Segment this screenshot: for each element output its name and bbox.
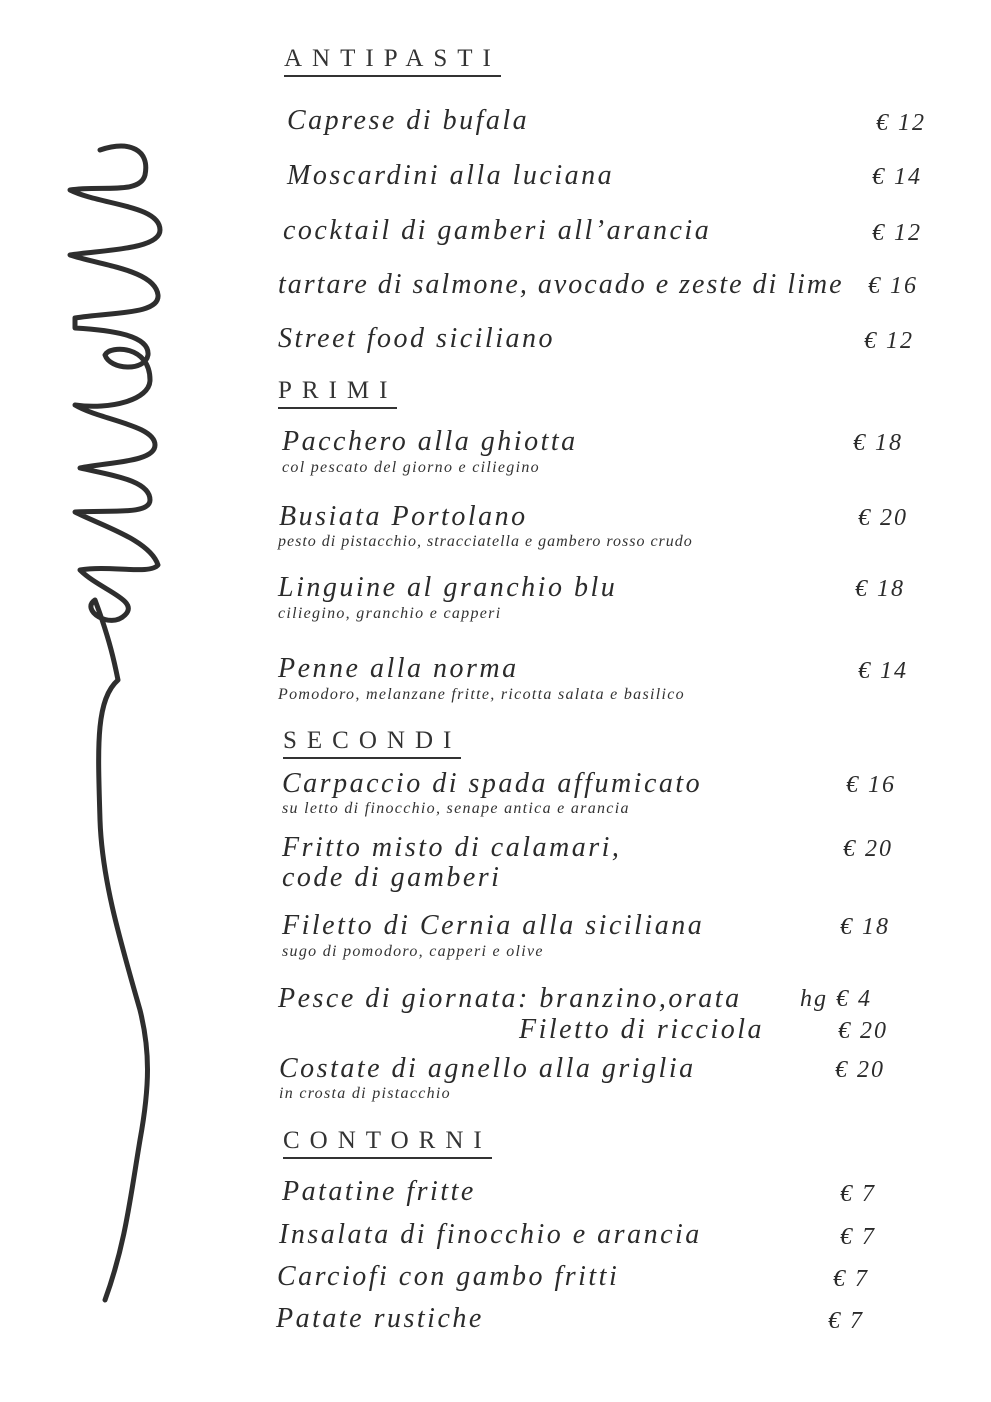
item-description: Pomodoro, melanzane fritte, ricotta salata e basilico: [278, 686, 685, 703]
item-price: € 20: [835, 1057, 885, 1083]
item-name: Street food siciliano: [278, 323, 555, 354]
item-price: € 18: [853, 430, 903, 456]
item-price: € 7: [833, 1266, 869, 1292]
section-title-primi: PRIMI: [278, 377, 397, 409]
item-price: € 14: [872, 164, 922, 190]
item-price: € 12: [872, 220, 922, 246]
item-price: € 16: [846, 772, 896, 798]
item-price: € 16: [868, 273, 918, 299]
section-title-contorni: CONTORNI: [283, 1127, 492, 1159]
item-sub-name: Filetto di ricciola: [519, 1014, 765, 1045]
item-price: € 12: [876, 110, 926, 136]
item-price: € 18: [855, 576, 905, 602]
item-price: € 18: [840, 914, 890, 940]
item-name: Filetto di Cernia alla siciliana: [282, 910, 705, 941]
item-name: Caprese di bufala: [287, 105, 530, 136]
item-description: in crosta di pistacchio: [279, 1085, 451, 1102]
menu-script-logo: [0, 0, 200, 1402]
item-price: € 20: [858, 505, 908, 531]
item-name: Penne alla norma: [278, 653, 519, 684]
item-sub-price: € 20: [838, 1018, 888, 1044]
item-name: Insalata di finocchio e arancia: [279, 1219, 702, 1250]
item-description: pesto di pistacchio, stracciatella e gambero rosso crudo: [278, 533, 693, 550]
item-name: Patate rustiche: [276, 1303, 484, 1334]
item-name-line-2: code di gamberi: [282, 862, 502, 893]
item-description: ciliegino, granchio e capperi: [278, 605, 502, 622]
item-name: Busiata Portolano: [279, 501, 528, 532]
item-name: Moscardini alla luciana: [287, 160, 615, 191]
item-price: € 12: [864, 328, 914, 354]
section-title-secondi: SECONDI: [283, 727, 461, 759]
item-name: Pesce di giornata: branzino,orata: [278, 983, 742, 1014]
section-title-antipasti: ANTIPASTI: [284, 45, 501, 77]
item-name: Pacchero alla ghiotta: [282, 426, 578, 457]
item-name: Costate di agnello alla griglia: [279, 1053, 696, 1084]
item-description: sugo di pomodoro, capperi e olive: [282, 943, 544, 960]
item-name: Fritto misto di calamari,: [282, 832, 622, 863]
item-name: Patatine fritte: [282, 1176, 476, 1207]
item-price: hg € 4: [800, 986, 872, 1012]
item-description: col pescato del giorno e ciliegino: [282, 459, 540, 476]
item-name: tartare di salmone, avocado e zeste di lime: [278, 269, 844, 300]
item-name: Carpaccio di spada affumicato: [282, 768, 703, 799]
item-name: cocktail di gamberi all’arancia: [283, 215, 712, 246]
item-price: € 20: [843, 836, 893, 862]
item-description: su letto di finocchio, senape antica e arancia: [282, 800, 630, 817]
item-price: € 7: [840, 1181, 876, 1207]
item-name: Carciofi con gambo fritti: [277, 1261, 620, 1292]
item-price: € 14: [858, 658, 908, 684]
item-name: Linguine al granchio blu: [278, 572, 618, 603]
item-price: € 7: [828, 1308, 864, 1334]
item-price: € 7: [840, 1224, 876, 1250]
